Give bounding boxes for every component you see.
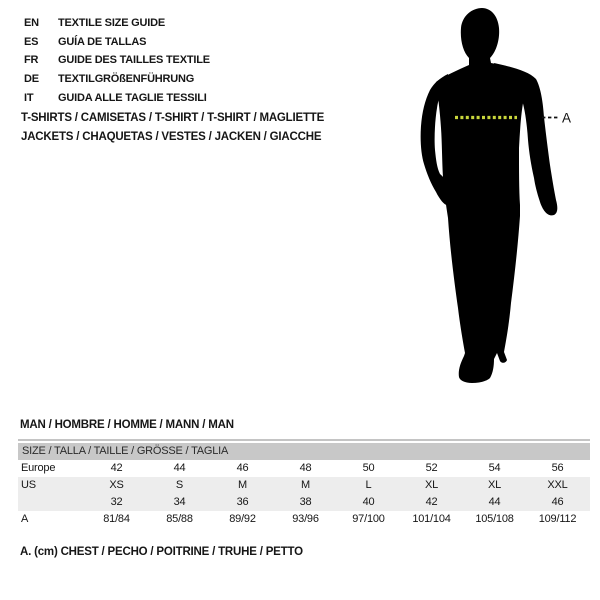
legend-text: TEXTILGRÖßENFÜHRUNG bbox=[58, 73, 195, 86]
legend-text: GUÍA DE TALLAS bbox=[58, 35, 147, 48]
cell: 85/88 bbox=[166, 513, 193, 525]
table-row-chest-cm bbox=[18, 511, 590, 528]
cell: 89/92 bbox=[229, 513, 256, 525]
cell: 93/96 bbox=[292, 513, 319, 525]
cell: 34 bbox=[173, 496, 186, 508]
cell: 44 bbox=[488, 496, 501, 508]
cell: 97/100 bbox=[352, 513, 385, 525]
cell: XL bbox=[424, 479, 439, 491]
cell: 105/108 bbox=[475, 513, 514, 525]
legend-row-it bbox=[24, 89, 210, 108]
cell: 81/84 bbox=[103, 513, 130, 525]
row-label: US bbox=[21, 479, 36, 491]
table-row-us-numeric bbox=[18, 494, 590, 511]
row-label: Europe bbox=[21, 462, 56, 474]
cell: M bbox=[238, 479, 247, 491]
language-code: IT bbox=[24, 91, 34, 104]
cell: 101/104 bbox=[412, 513, 451, 525]
legend-text: GUIDE DES TAILLES TEXTILE bbox=[58, 54, 210, 67]
cell: XS bbox=[109, 479, 124, 491]
cell: XXL bbox=[547, 479, 568, 491]
cell: 44 bbox=[173, 462, 186, 474]
measurement-figure bbox=[390, 0, 600, 400]
language-legend bbox=[24, 14, 210, 108]
cell: 42 bbox=[425, 496, 438, 508]
cell: 36 bbox=[236, 496, 249, 508]
table-row-us bbox=[18, 477, 590, 494]
cell: 56 bbox=[551, 462, 564, 474]
cell: M bbox=[301, 479, 310, 491]
silhouette-svg bbox=[390, 0, 600, 400]
size-table bbox=[18, 443, 590, 528]
cell: 38 bbox=[299, 496, 312, 508]
cell: 50 bbox=[362, 462, 375, 474]
cell: 109/112 bbox=[538, 513, 577, 525]
legend-row-fr bbox=[24, 51, 210, 70]
section-title: MAN / HOMBRE / HOMME / MANN / MAN bbox=[20, 419, 234, 431]
cell: 46 bbox=[236, 462, 249, 474]
category-line-tshirts: T-SHIRTS / CAMISETAS / T-SHIRT / T-SHIRT / MAGLIETTE bbox=[21, 112, 325, 124]
language-code: FR bbox=[24, 54, 39, 67]
table-top-divider bbox=[18, 439, 590, 441]
measure-label-a: A bbox=[562, 110, 571, 126]
cell: 52 bbox=[425, 462, 438, 474]
cell: 46 bbox=[551, 496, 564, 508]
measure-footnote: A. (cm) CHEST / PECHO / POITRINE / TRUHE / PETTO bbox=[20, 546, 303, 558]
category-line-jackets: JACKETS / CHAQUETAS / VESTES / JACKEN / GIACCHE bbox=[21, 131, 322, 144]
legend-row-en bbox=[24, 14, 210, 33]
cell: L bbox=[365, 479, 372, 491]
language-code: ES bbox=[24, 35, 39, 48]
cell: 32 bbox=[110, 496, 123, 508]
cell: 42 bbox=[110, 462, 123, 474]
garment-category bbox=[21, 109, 324, 147]
legend-text: GUIDA ALLE TAGLIE TESSILI bbox=[58, 91, 207, 104]
row-label bbox=[18, 494, 85, 511]
table-header: SIZE / TALLA / TAILLE / GRÖSSE / TAGLIA bbox=[18, 443, 590, 460]
legend-row-de bbox=[24, 70, 210, 89]
cell: S bbox=[175, 479, 184, 491]
cell: XL bbox=[487, 479, 502, 491]
cell: 48 bbox=[299, 462, 312, 474]
row-label: A bbox=[21, 513, 29, 525]
legend-text: TEXTILE SIZE GUIDE bbox=[58, 17, 166, 29]
language-code: DE bbox=[24, 73, 39, 86]
table-row-europe bbox=[18, 460, 590, 477]
cell: 40 bbox=[362, 496, 375, 508]
language-code: EN bbox=[24, 17, 39, 29]
cell: 54 bbox=[488, 462, 501, 474]
legend-row-es bbox=[24, 33, 210, 52]
